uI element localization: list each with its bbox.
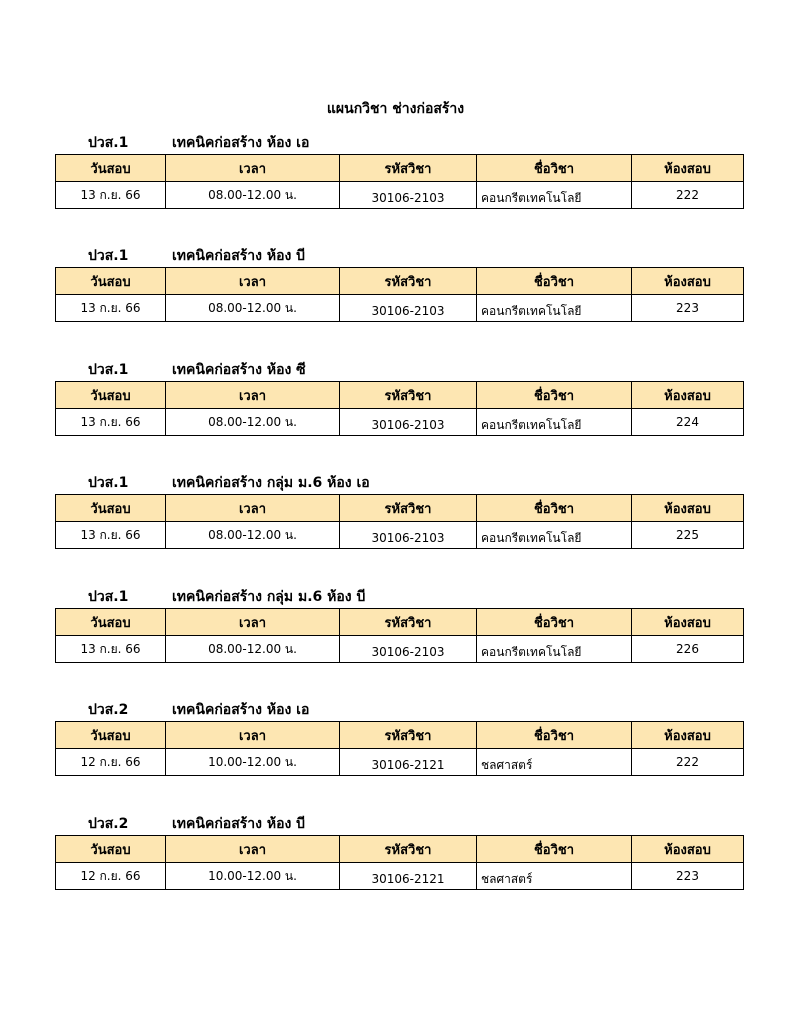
header-date: วันสอบ — [56, 495, 166, 522]
section-level: ปวส.2 — [88, 816, 129, 832]
cell-room: 223 — [632, 863, 744, 890]
cell-time: 08.00-12.00 น. — [166, 182, 340, 209]
exam-section — [55, 584, 743, 663]
section-group: เทคนิคก่อสร้าง กลุ่ม ม.6 ห้อง บี — [172, 589, 366, 605]
header-code: รหัสวิชา — [340, 382, 477, 409]
cell-room: 225 — [632, 522, 744, 549]
header-date: วันสอบ — [56, 836, 166, 863]
cell-code-text: 30106-2103 — [371, 645, 445, 659]
cell-name-text: คอนกรีตเทคโนโลยี — [481, 644, 582, 659]
cell-name — [477, 182, 632, 209]
cell-name — [477, 295, 632, 322]
cell-time: 08.00-12.00 น. — [166, 409, 340, 436]
header-room: ห้องสอบ — [632, 155, 744, 182]
cell-code-text: 30106-2121 — [371, 758, 445, 772]
cell-date: 13 ก.ย. 66 — [56, 409, 166, 436]
header-code: รหัสวิชา — [340, 155, 477, 182]
header-time: เวลา — [166, 495, 340, 522]
cell-room: 223 — [632, 295, 744, 322]
section-heading — [55, 470, 743, 494]
table-header-row — [56, 155, 744, 182]
cell-name — [477, 636, 632, 663]
table-row — [56, 409, 744, 436]
exam-table — [55, 608, 744, 663]
header-code: รหัสวิชา — [340, 268, 477, 295]
header-room: ห้องสอบ — [632, 722, 744, 749]
cell-code — [340, 182, 477, 209]
exam-section — [55, 357, 743, 436]
cell-code-text: 30106-2103 — [371, 531, 445, 545]
cell-date: 12 ก.ย. 66 — [56, 863, 166, 890]
section-level: ปวส.1 — [88, 362, 129, 378]
header-name: ชื่อวิชา — [477, 268, 632, 295]
cell-name — [477, 522, 632, 549]
section-level: ปวส.1 — [88, 135, 129, 151]
cell-time: 10.00-12.00 น. — [166, 749, 340, 776]
exam-section — [55, 697, 743, 776]
cell-code-text: 30106-2121 — [371, 872, 445, 886]
cell-code-text: 30106-2103 — [371, 191, 445, 205]
header-time: เวลา — [166, 155, 340, 182]
section-group: เทคนิคก่อสร้าง ห้อง ซี — [172, 362, 306, 378]
table-header-row — [56, 836, 744, 863]
cell-name — [477, 863, 632, 890]
exam-section — [55, 811, 743, 890]
exam-table — [55, 154, 744, 209]
cell-code — [340, 749, 477, 776]
table-row — [56, 295, 744, 322]
cell-code — [340, 409, 477, 436]
header-time: เวลา — [166, 836, 340, 863]
header-time: เวลา — [166, 722, 340, 749]
section-group: เทคนิคก่อสร้าง ห้อง บี — [172, 816, 306, 832]
section-group: เทคนิคก่อสร้าง ห้อง เอ — [172, 135, 310, 151]
header-name: ชื่อวิชา — [477, 155, 632, 182]
header-date: วันสอบ — [56, 609, 166, 636]
header-name: ชื่อวิชา — [477, 495, 632, 522]
header-time: เวลา — [166, 609, 340, 636]
cell-code — [340, 636, 477, 663]
header-time: เวลา — [166, 382, 340, 409]
table-row — [56, 749, 744, 776]
cell-date: 13 ก.ย. 66 — [56, 636, 166, 663]
cell-date: 13 ก.ย. 66 — [56, 295, 166, 322]
cell-date: 12 ก.ย. 66 — [56, 749, 166, 776]
cell-name — [477, 749, 632, 776]
header-date: วันสอบ — [56, 268, 166, 295]
table-row — [56, 522, 744, 549]
page-title: แผนกวิชา ช่างก่อสร้าง — [326, 101, 465, 117]
cell-code — [340, 863, 477, 890]
exam-table — [55, 267, 744, 322]
section-heading — [55, 243, 743, 267]
exam-table — [55, 835, 744, 890]
cell-time: 08.00-12.00 น. — [166, 522, 340, 549]
section-heading — [55, 130, 743, 154]
section-heading — [55, 811, 743, 835]
section-level: ปวส.1 — [88, 475, 129, 491]
exam-table — [55, 381, 744, 436]
header-room: ห้องสอบ — [632, 495, 744, 522]
cell-date: 13 ก.ย. 66 — [56, 182, 166, 209]
header-room: ห้องสอบ — [632, 836, 744, 863]
header-name: ชื่อวิชา — [477, 836, 632, 863]
header-date: วันสอบ — [56, 382, 166, 409]
cell-name-text: คอนกรีตเทคโนโลยี — [481, 530, 582, 545]
cell-name-text: คอนกรีตเทคโนโลยี — [481, 417, 582, 432]
header-code: รหัสวิชา — [340, 722, 477, 749]
exam-section — [55, 130, 743, 209]
header-code: รหัสวิชา — [340, 609, 477, 636]
cell-date: 13 ก.ย. 66 — [56, 522, 166, 549]
table-header-row — [56, 382, 744, 409]
cell-room: 222 — [632, 182, 744, 209]
cell-time: 10.00-12.00 น. — [166, 863, 340, 890]
exam-section — [55, 243, 743, 322]
exam-table — [55, 494, 744, 549]
header-room: ห้องสอบ — [632, 609, 744, 636]
section-group: เทคนิคก่อสร้าง กลุ่ม ม.6 ห้อง เอ — [172, 475, 370, 491]
header-name: ชื่อวิชา — [477, 722, 632, 749]
cell-name-text: ชลศาสตร์ — [481, 757, 533, 772]
cell-code-text: 30106-2103 — [371, 418, 445, 432]
header-name: ชื่อวิชา — [477, 609, 632, 636]
cell-name-text: คอนกรีตเทคโนโลยี — [481, 190, 582, 205]
table-row — [56, 182, 744, 209]
header-room: ห้องสอบ — [632, 268, 744, 295]
section-level: ปวส.1 — [88, 589, 129, 605]
cell-time: 08.00-12.00 น. — [166, 636, 340, 663]
header-time: เวลา — [166, 268, 340, 295]
table-header-row — [56, 268, 744, 295]
table-header-row — [56, 609, 744, 636]
header-room: ห้องสอบ — [632, 382, 744, 409]
section-group: เทคนิคก่อสร้าง ห้อง เอ — [172, 702, 310, 718]
exam-table — [55, 721, 744, 776]
cell-room: 226 — [632, 636, 744, 663]
header-date: วันสอบ — [56, 155, 166, 182]
cell-room: 222 — [632, 749, 744, 776]
section-level: ปวส.2 — [88, 702, 129, 718]
cell-code — [340, 522, 477, 549]
cell-time: 08.00-12.00 น. — [166, 295, 340, 322]
section-level: ปวส.1 — [88, 248, 129, 264]
table-header-row — [56, 722, 744, 749]
cell-code — [340, 295, 477, 322]
section-group: เทคนิคก่อสร้าง ห้อง บี — [172, 248, 306, 264]
cell-name-text: ชลศาสตร์ — [481, 871, 533, 886]
cell-code-text: 30106-2103 — [371, 304, 445, 318]
header-code: รหัสวิชา — [340, 495, 477, 522]
section-heading — [55, 584, 743, 608]
section-heading — [55, 697, 743, 721]
table-row — [56, 863, 744, 890]
table-header-row — [56, 495, 744, 522]
cell-name-text: คอนกรีตเทคโนโลยี — [481, 303, 582, 318]
header-date: วันสอบ — [56, 722, 166, 749]
cell-name — [477, 409, 632, 436]
cell-room: 224 — [632, 409, 744, 436]
table-row — [56, 636, 744, 663]
header-name: ชื่อวิชา — [477, 382, 632, 409]
section-heading — [55, 357, 743, 381]
header-code: รหัสวิชา — [340, 836, 477, 863]
exam-section — [55, 470, 743, 549]
